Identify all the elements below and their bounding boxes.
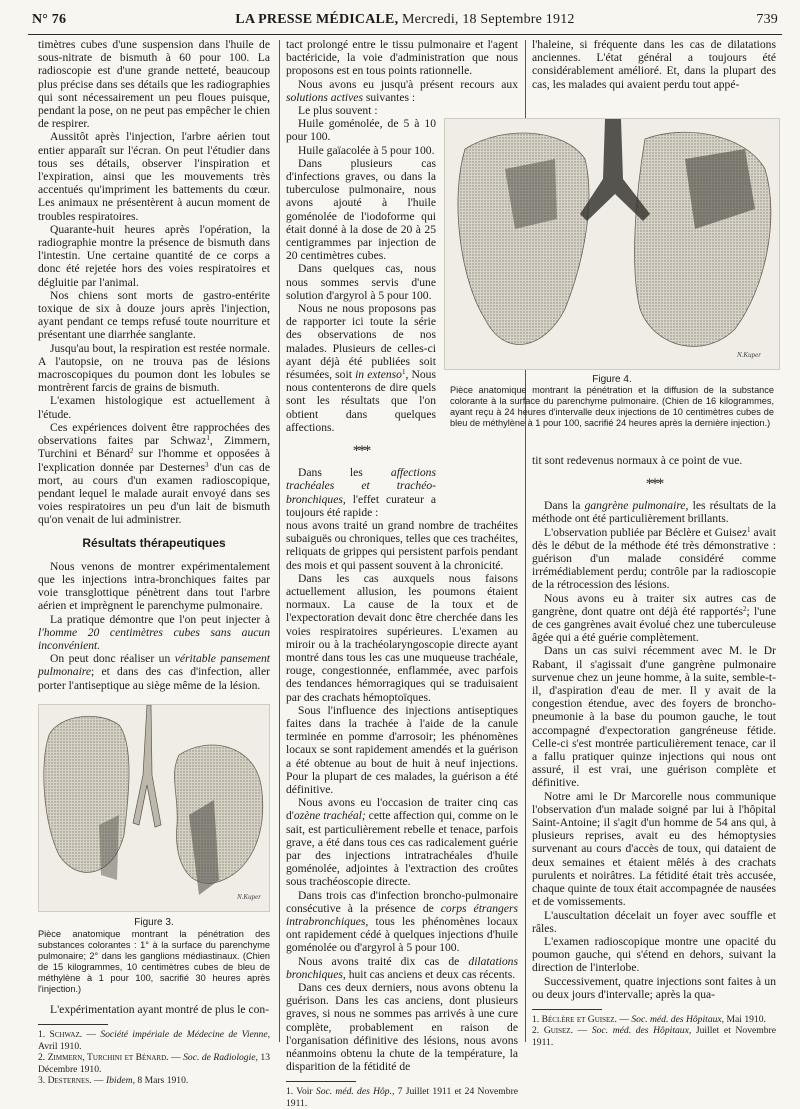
section-separator: *** — [645, 476, 663, 493]
text: L'observation publiée par Béclère et Guisez — [544, 525, 747, 539]
paragraph: Huile goménolée, de 5 à 10 pour 100. — [286, 117, 436, 144]
text: l'effet curateur a toujours été rapide : — [286, 492, 436, 519]
text: Juillet et Novembre 1911. — [532, 1025, 776, 1048]
text: 8 Mars 1910. — [134, 1075, 189, 1087]
text: 2. Zimmern, Turchini et Bénard. — — [38, 1052, 184, 1064]
artist-signature: N.Kuper — [237, 892, 261, 901]
page-header — [28, 12, 782, 32]
text: 1. Schwaz. — — [38, 1029, 101, 1041]
emphasis: Ibidem, — [105, 1075, 135, 1087]
paragraph: L'examen histologique est actuellement à l'étude. — [38, 394, 270, 421]
paragraph: Dans un cas suivi récemment avec M. le Dr Rabant, il s'agissait d'une gangrène pulmonaire survenue chez un jeune homme, à la suite, semble-t-il, d'aspiration d'eau de mer. Il y avait de la congestion étendue, avec des foyers de broncho-pneumonie à la base du poumon gauche, le tout accompagné d'expectoration gangréneuse fétide. Celle-ci s'est montrée particulièrement tenace, car il a fallu pratiquer quinze injections qui nous ont assuré, il est vrai, une guérison complète et définitive. — [532, 644, 776, 790]
column-3 — [532, 38, 776, 91]
figure-3-legend: Pièce anatomique montrant la pénétration des substances colorantes : 1° à la surface du parenchyme pulmonaire; 2° dans les ganglions médiastinaux. (Chien de 15 kilogrammes, 10 centimètres cubes de bleu de méthylène à 1 pour 100, sacrifié 30 heures après l'injection.) — [38, 928, 270, 994]
text: Nous avons eu l'occasion de traiter cinq cas d' — [286, 796, 518, 823]
text: huit cas anciens et deux cas récents. — [345, 967, 516, 981]
paragraph: Aussitôt après l'injection, l'arbre aérien tout entier apparaît sur l'écran. On peut l'étudier dans tous ses détails, observer l'inspiration et l'expiration, ainsi que les mouvements très accentués qu'impriment les battements du cœur. Les animaux ne présentèrent à aucun moment de troubles respiratoires. — [38, 130, 270, 223]
text: avait dès le début de la méthode été très démonstrative : guérison d'un malade considéré comme irrémédiablement perdu; contrôle par la radioscopie de la rétrocession des lésions. — [532, 525, 776, 592]
text: 7 Juillet 1911 et 24 Novembre 1911. — [286, 1086, 519, 1109]
narrow-block — [286, 466, 436, 519]
text: , Zimmern, Turchini et Bénard — [38, 434, 270, 461]
column-1 — [38, 38, 270, 1087]
figure-4-legend: Pièce anatomique montrant la pénétration et la diffusion de la substance colorante à la surface du parenchyme pulmonaire. (Chien de 16 kilogrammes, ayant reçu à 24 heures d'intervalle deux injections de 10 centimètres cubes de bleu de méthylène à 1 pour 100, sacrifié 24 heures après la dernière injection.) — [450, 385, 774, 428]
text: Mai 1910. — [724, 1013, 766, 1025]
paragraph: Dans plusieurs cas d'infections graves, ou dans la tuberculose pulmonaire, nous avons ajouté à l'huile goménolée de l'iodoforme qui était donné à la dose de 20 à 25 centigrammes par injection de 20 centimètres cubes. — [286, 156, 436, 263]
text: 2. Guisez. — — [532, 1025, 592, 1037]
paragraph — [286, 889, 518, 955]
text: 1. Béclère et Guisez. — — [532, 1013, 632, 1025]
paragraph: L'examen radioscopique montre une opacité du poumon gauche, qui s'étend en dehors, suivant la direction de l'interlobe. — [532, 934, 776, 975]
footnote — [38, 1052, 270, 1075]
paragraph: Jusqu'au bout, la respiration est restée normale. A l'autopsie, on ne trouva pas de lésions macroscopiques du poumon dont les lobules se montrèrent farcis de grains de bismuth. — [38, 341, 270, 395]
text: Avril 1910. — [38, 1040, 82, 1052]
text: tous les phénomènes locaux ont rapidement cédé à quelques injections d'huile goménolée ou d'argyrol à 5 pour 100. — [286, 915, 518, 955]
artist-signature: N.Kuper — [737, 351, 761, 359]
emphasis: solutions actives — [286, 90, 363, 104]
text: les résultats de la méthode ont été particulièrement brillants. — [532, 499, 776, 526]
column-3-lower — [532, 454, 776, 1048]
figure-3-caption: Figure 3. — [134, 916, 174, 928]
paragraph: Notre ami le Dr Marcorelle nous communique l'observation d'un malade soigné par lui à l'hôpital Saint-Antoine; il s'agit d'un homme de 54 ans qui, à plusieurs reprises, avait eu des hémoptysies survenant au cours d'accès de toux, qui dataient de deux semaines et étaient mêlés à des crachats purulents et noirâtres. La fétidité était très accusée, chaque quinte de toux était accompagnée de nausées et de vomissements. — [532, 789, 776, 909]
emphasis: Soc. méd. des Hôpitaux, — [631, 1013, 725, 1025]
issue-number: N° 76 — [32, 12, 67, 27]
text: Dans trois cas d'infection broncho-pulmonaire consécutive à la présence de — [286, 888, 518, 915]
text: , Nous nous contenterons de dire quels sont les résultats que l'on obtient dans quelques affections. — [286, 368, 436, 434]
footnote — [532, 1025, 776, 1048]
journal-name: LA PRESSE MÉDICALE, — [235, 12, 399, 27]
footnote — [286, 1086, 518, 1109]
paragraph — [38, 613, 270, 653]
emphasis: in extenso — [355, 368, 402, 382]
paragraph: l'haleine, si fréquente dans les cas de dilatations anciennes. L'état général a toujours été considérablement amélioré. Et, dans la plupart des cas, les malades qui avaient perdu tout appé- — [532, 38, 776, 91]
emphasis: Société impériale de Médecine de Vienne, — [100, 1029, 270, 1041]
figure-4-image — [444, 118, 780, 370]
text: On peut donc réaliser un — [50, 652, 175, 666]
text: sur l'homme et opposées à l'explication donnée par Desternes — [38, 447, 270, 474]
paragraph — [286, 78, 518, 104]
lung-specimen-illustration — [39, 705, 270, 911]
text: Nous avons eu jusqu'à présent recours aux — [298, 77, 518, 91]
paragraph: Dans quelques cas, nous nous sommes servis d'une solution d'argyrol à 5 pour 100. — [286, 262, 436, 302]
emphasis: gangrène pulmonaire, — [584, 499, 689, 513]
paragraph: Quarante-huit heures après l'opération, la radiographie montre la présence de bismuth dans l'intestin. Une certaine quantité de ce corps a donc été rejetée hors des voies respiratoires et dégluitie par l'animal. — [38, 222, 270, 289]
text: Dans la — [544, 499, 585, 513]
text: Nous avons eu à traiter six autres cas de gangrène, dont quatre ont déjà été rapportés — [532, 591, 776, 618]
text: Dans les — [298, 466, 391, 480]
paragraph: Nous ne nous proposons pas de rapporter ici toute la série des observations de nos malades. Plusieurs de celles-ci ayant déjà été publiées soit résumées, soit in extenso$^1$, Nous nous contenterons de dire quels sont les résultats que l'on obtient dans quelques affections. — [286, 302, 436, 434]
footnote — [38, 1029, 270, 1052]
paragraph: Huile gaïacolée à 5 pour 100. — [298, 143, 435, 157]
emphasis: ozène trachéal; — [293, 809, 366, 823]
paragraph: L'auscultation décelait un foyer avec souffle et râles. — [532, 908, 776, 935]
issue-date: Mercredi, 18 Septembre 1912 — [402, 12, 575, 27]
emphasis: Soc. méd. des Hôp., — [315, 1086, 395, 1098]
text: cette affection qui, comme on le sait, est particulièrement rebelle et tenace, parfois grave, a été dans tous ces cas radicalement guérie par des injections intratrachéales d'huile goménolée, adjointes à l'extraction des croûtes sous trachéoscopie directe. — [286, 809, 519, 889]
emphasis: Soc. de Radiologie, — [183, 1052, 258, 1064]
text: 3. Desternes. — — [38, 1075, 106, 1087]
emphasis: dilatations bronchiques, — [286, 954, 518, 981]
paragraph: Dans les cas auxquels nous faisons actuellement allusion, les poumons étaient normaux. La cause de la toux et de l'expectoration devait donc être cherchée dans les voies respiratoires supérieures. L'examen au miroir ou à la trachéolaryngoscopie directe ayant montré dans tous les cas une muqueuse trachéale, rouge, congestionnée, enflammée, avec parfois des tendances hémorragiques qui se traduisaient par des crachats hémoptoïques. — [286, 571, 518, 704]
paragraph: Sous l'influence des injections antiseptiques faites dans la trachée à l'aide de la canule terminée en pomme d'arrosoir; les phénomènes locaux se sont rapidement amendés et la guérison a été obtenue au bout de huit à neuf injections. Pour la plupart de ces malades, la guérison a été définitive. — [286, 703, 518, 796]
paragraph: Dans ces deux derniers, nous avons obtenu la guérison. Dans les cas anciens, dont plusieurs graves, si nous ne sommes pas arrivés à une cure complète, probablement en raison de l'organisation définitive des lésions, nous avons néanmoins obtenu la chute de la température, la disparition de la fétidité de — [286, 981, 518, 1074]
figure-3-image — [38, 704, 270, 912]
emphasis: l'homme 20 centimètres cubes sans aucun inconvénient. — [38, 625, 270, 652]
text: 13 Décembre 1910. — [38, 1052, 270, 1075]
emphasis: affections trachéales et trachéo-bronchiques, — [286, 466, 436, 506]
narrow-block — [286, 104, 436, 434]
paragraph: Ces expériences doivent être rapprochées des observations faites par Schwaz$^1$, Zimmern, Turchini et Bénard$^2$ sur l'homme et opposées à l'explication donnée par Desternes$^3$ d'un cas de mort, au cours d'un examen radioscopique, pendant lequel le malade aurait envoyé dans ses voies respiratoires un peu d'un lait de bismuth qu'on venait de lui administrer. — [38, 420, 270, 527]
text: d'un cas de mort, au cours d'un examen radioscopique, pendant lequel le malade aurait envoyé dans ses voies respiratoires un peu d'un lait de bismuth qu'on venait de lui administrer. — [38, 460, 270, 527]
column-divider — [279, 40, 280, 1042]
paragraph: nous avons traité un grand nombre de trachéites subaiguës ou chroniques, telles que ces trachéites, reliquats de grippes qui persistent parfois pendant des mois et qui passent souvent à la chronicité. — [286, 518, 518, 572]
figure-4-caption: Figure 4. — [592, 374, 632, 385]
header-rule — [28, 34, 782, 35]
section-separator: *** — [352, 443, 370, 460]
paragraph — [286, 796, 518, 888]
text: ; l'une de ces gangrènes avait évolué chez une tuberculeuse âgée qui a été guérie complètement. — [532, 604, 776, 645]
paragraph: timètres cubes d'une suspension dans l'huile de sous-nitrate de bismuth à 60 pour 100. La radioscopie est d'une grande netteté, beaucoup plus précise dans ses détails que les radiographies qui sont nécessairement un peu floues puisque, pendant la pose, on ne peut pas empêcher le chien de respirer. — [38, 38, 270, 131]
emphasis: véritable pansement pulmonaire — [38, 652, 270, 679]
paragraph: Le plus souvent : — [298, 104, 378, 118]
section-heading: Résultats thérapeutiques — [82, 535, 226, 550]
footnote-rule — [38, 1024, 108, 1025]
emphasis: corps étrangers intrabronchiques, — [286, 901, 518, 928]
paragraph — [286, 955, 518, 981]
text: 1. Voir — [286, 1086, 316, 1098]
text: Ces expériences doivent être rapprochées des observations faites par Schwaz — [38, 420, 270, 448]
text: Nous ne nous proposons pas de rapporter ici toute la série des observations de nos malades. Plusieurs de celles-ci ayant déjà été publiées soit résumées, soit — [286, 302, 436, 382]
paragraph: Successivement, quatre injections sont faites à un ou deux jours d'intervalle; après la qua- — [532, 974, 776, 1001]
text: suivantes : — [362, 90, 416, 104]
paragraph: Nos chiens sont morts de gastro-entérite toxique de six à douze jours après l'injection, ayant pendant ce temps refusé toute nourriture et présentant une diarrhée sanglante. — [38, 288, 270, 342]
footnote — [38, 1075, 270, 1087]
text: Nous avons traité dix cas de — [298, 954, 469, 968]
paragraph: Nous venons de montrer expérimentalement que les injections intra-bronchiques faites par voie transglottique pénètrent dans tout l'arbre aérien et imprègnent le parenchyme pulmonaire. — [38, 559, 270, 613]
figure-4 — [444, 118, 780, 429]
paragraph: L'expérimentation ayant montré de plus le con- — [50, 1002, 270, 1016]
footnote-rule — [532, 1009, 602, 1010]
paragraph — [286, 466, 436, 519]
text: La pratique démontre que l'on peut injecter à — [50, 612, 270, 626]
emphasis: Soc. méd. des Hôpitaux, — [591, 1025, 692, 1037]
lung-specimen-illustration — [445, 119, 780, 369]
paragraph: L'observation publiée par Béclère et Guisez$^1$ avait dès le début de la méthode été très démonstrative : guérison d'un malade considéré comme irrémédiablement perdu; contrôle par la radioscopie de la rétrocession des lésions. — [532, 525, 776, 592]
paragraph: Nous avons eu à traiter six autres cas de gangrène, dont quatre ont déjà été rapportés$^2$; l'une de ces gangrènes avait évolué chez une tuberculeuse âgée qui a été guérie complètement. — [532, 591, 776, 645]
journal-title — [28, 12, 782, 28]
paragraph — [532, 499, 776, 525]
text: ; et dans des cas d'infection, aller porter l'antiseptique au siège même de la lésion. — [38, 665, 270, 692]
footnote — [532, 1014, 776, 1026]
page-number: 739 — [756, 12, 778, 27]
paragraph: tit sont redevenus normaux à ce point de vue. — [532, 454, 743, 467]
paragraph: tact prolongé entre le tissu pulmonaire et l'agent bactéricide, la voie d'administration que nous proposons est en tous points rationnelle. — [286, 38, 518, 78]
paragraph — [38, 652, 270, 692]
